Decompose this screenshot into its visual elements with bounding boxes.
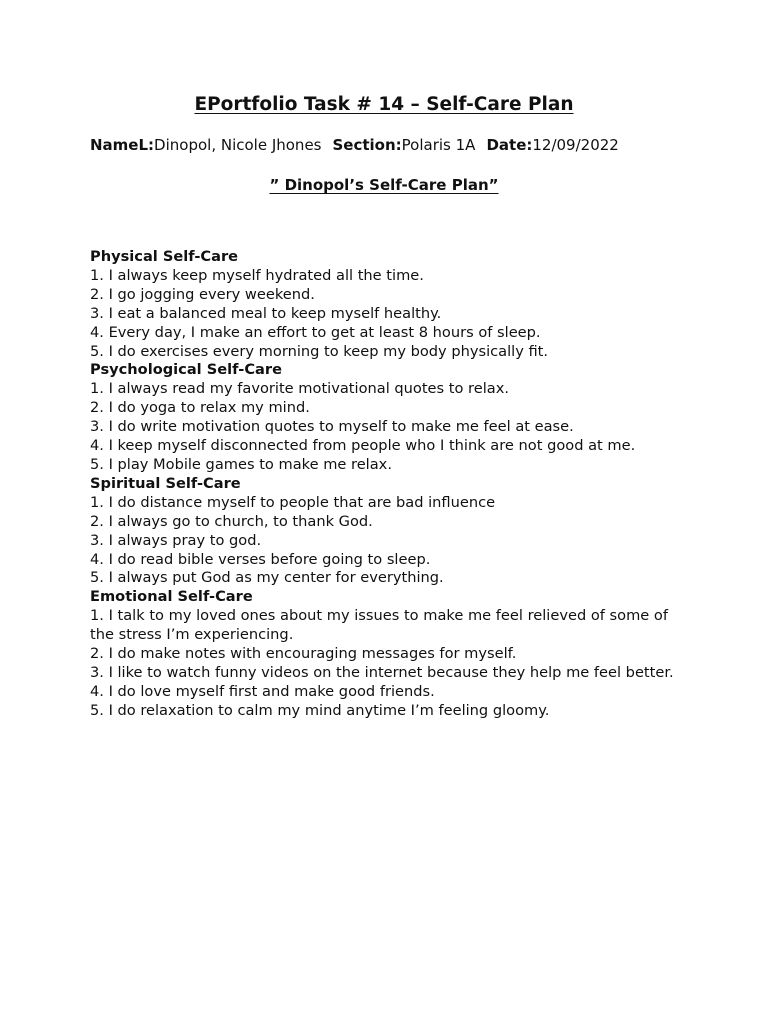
- date-value: 12/09/2022: [532, 136, 619, 154]
- list-item: 2. I always go to church, to thank God.: [90, 512, 373, 530]
- section-label: Section:: [332, 136, 402, 154]
- name-value: Dinopol, Nicole Jhones: [154, 136, 322, 154]
- date-label: Date:: [486, 136, 533, 154]
- list-item: 2. I do yoga to relax my mind.: [90, 399, 310, 417]
- list-item: 3. I eat a balanced meal to keep myself healthy.: [90, 304, 442, 322]
- section-psychological: [90, 361, 690, 474]
- section-heading: Physical Self-Care: [90, 248, 239, 265]
- section-heading: Psychological Self-Care: [90, 361, 282, 379]
- document-title: EPortfolio Task # 14 – Self-Care Plan: [194, 94, 574, 115]
- section-heading: Spiritual Self-Care: [90, 474, 241, 492]
- list-item: 3. I always pray to god.: [90, 531, 262, 549]
- plan-subtitle: ” Dinopol’s Self-Care Plan”: [269, 176, 499, 194]
- list-item: 4. I do love myself first and make good friends.: [90, 682, 435, 700]
- list-item: 5. I do exercises every morning to keep my body physically fit.: [90, 342, 549, 360]
- list-item: 5. I play Mobile games to make me relax.: [90, 455, 392, 473]
- list-item: 1. I always keep myself hydrated all the time.: [90, 266, 424, 284]
- list-item: 5. I always put God as my center for everything.: [90, 569, 444, 587]
- list-item: 1. I always read my favorite motivational quotes to relax.: [90, 380, 509, 398]
- section-emotional: [90, 588, 690, 720]
- name-label: NameL:: [90, 136, 155, 154]
- section-spiritual: [90, 475, 690, 588]
- list-item: 4. I keep myself disconnected from people who I think are not good at me.: [90, 437, 636, 455]
- list-item: 4. Every day, I make an effort to get at least 8 hours of sleep.: [90, 323, 541, 341]
- list-item: 2. I go jogging every weekend.: [90, 285, 315, 303]
- list-item: 1. I talk to my loved ones about my issues to make me feel relieved of some of the stress I’m experiencing.: [90, 607, 668, 644]
- section-value: Polaris 1A: [401, 136, 476, 154]
- section-physical: [90, 248, 690, 361]
- list-item: 3. I do write motivation quotes to myself to make me feel at ease.: [90, 418, 574, 436]
- student-info-line: [90, 136, 619, 154]
- list-item: 5. I do relaxation to calm my mind anytime I’m feeling gloomy.: [90, 701, 550, 719]
- section-heading: Emotional Self-Care: [90, 588, 253, 606]
- list-item: 4. I do read bible verses before going to sleep.: [90, 550, 431, 568]
- list-item: 3. I like to watch funny videos on the internet because they help me feel better.: [90, 663, 674, 681]
- list-item: 1. I do distance myself to people that are bad influence: [90, 493, 496, 511]
- list-item: 2. I do make notes with encouraging messages for myself.: [90, 645, 517, 663]
- self-care-sections: [90, 248, 690, 721]
